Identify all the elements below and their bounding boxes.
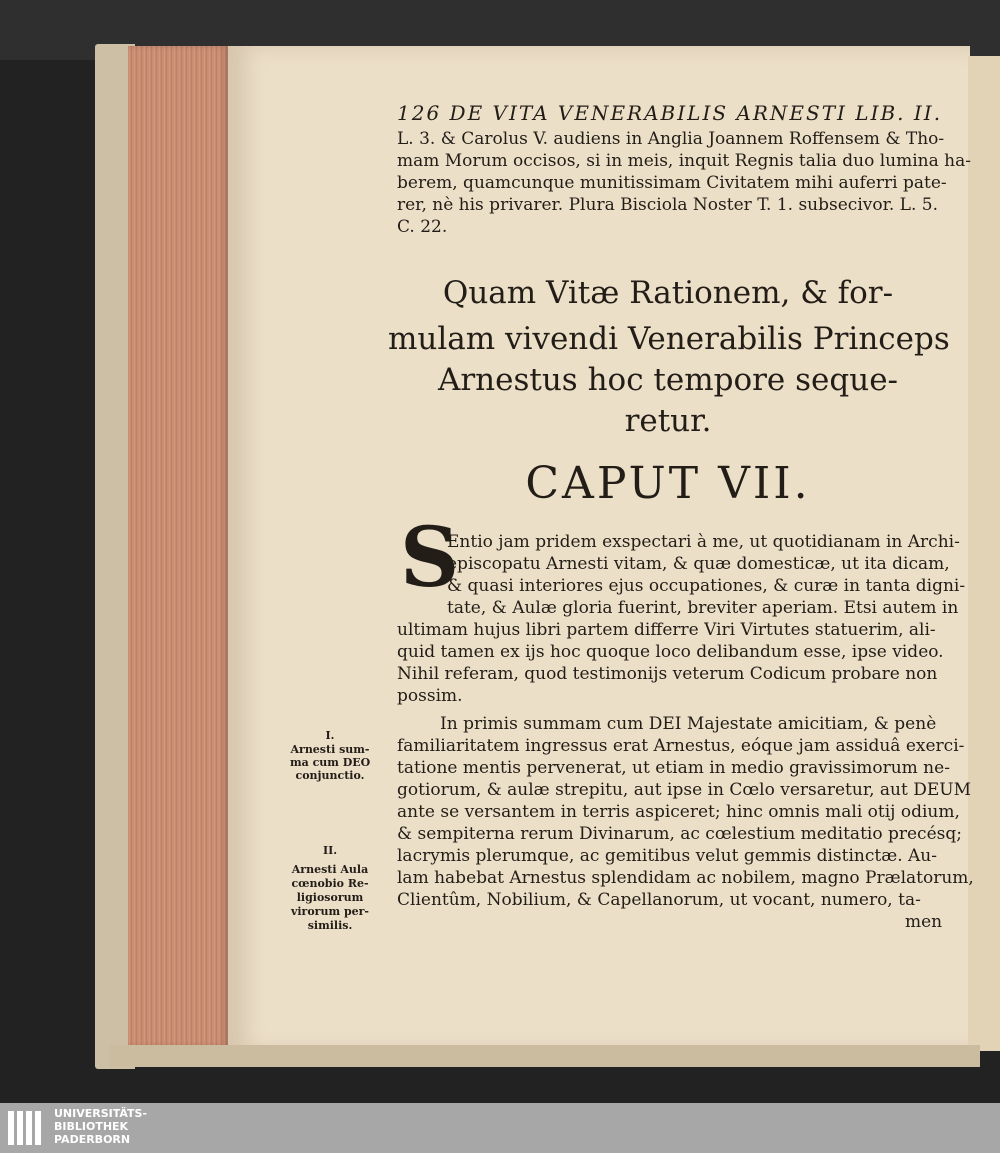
marginal-note-line: conjunctio. [295, 769, 365, 782]
marginal-note-line: ma cum DEO [290, 756, 371, 769]
marginal-note-line: Arnesti sum- [290, 743, 370, 756]
intro-line: L. 3. & Carolus V. audiens in Anglia Joannem Roffensem & Tho- [397, 129, 945, 149]
paragraph-line: lacrymis plerumque, ac gemitibus velut gemmis distinctæ. Au- [397, 846, 937, 866]
paragraph-line: & sempiterna rerum Divinarum, ac cœlestium meditatio precésq; [397, 824, 962, 844]
paragraph-line: ultimam hujus libri partem differre Viri Virtutes statuerim, ali- [397, 620, 936, 640]
chapter-title-line: Quam Vitæ Rationem, & for- [442, 275, 894, 311]
paragraph-line: familiaritatem ingressus erat Arnestus, eóque jam assiduâ exerci- [397, 736, 965, 756]
intro-line: mam Morum occisos, si in meis, inquit Regnis talia duo lumina ha- [397, 151, 971, 171]
marginal-note-line: cœnobio Re- [291, 877, 369, 890]
paragraph-line: episcopatu Arnesti vitam, & quæ domesticæ, ut ita dicam, [447, 554, 950, 574]
library-name [54, 1107, 147, 1146]
paragraph-line: Clientûm, Nobilium, & Capellanorum, ut vocant, numero, ta- [397, 890, 921, 910]
marginal-note-line: ligiosorum [296, 891, 364, 904]
chapter-title-line: retur. [624, 403, 712, 439]
library-name-line: PADERBORN [54, 1133, 131, 1146]
paragraph-line: ante se versantem in terris aspiceret; hinc omnis mali otij odium, [397, 802, 960, 822]
library-footer [0, 1103, 1000, 1153]
marginal-note-number: I. [325, 729, 335, 742]
book-bottom-edge [110, 1045, 980, 1067]
facing-page [968, 56, 1000, 1051]
chapter-heading: CAPUT VII. [525, 458, 811, 509]
library-name-line: BIBLIOTHEK [54, 1120, 129, 1133]
paragraph-line: Nihil referam, quod testimonijs veterum Codicum probare non [397, 664, 938, 684]
running-head: 126 DE VITA VENERABILIS ARNESTI LIB. II. [397, 101, 943, 125]
intro-line: rer, nè his privarer. Plura Bisciola Noster T. 1. subsecivor. L. 5. [397, 195, 938, 215]
marginal-note-line: similis. [307, 919, 353, 932]
intro-line: berem, quamcunque munitissimam Civitatem mihi auferri pate- [397, 173, 947, 193]
intro-line: C. 22. [397, 217, 448, 237]
paragraph-line: In primis summam cum DEI Majestate amicitiam, & penè [440, 714, 937, 734]
paragraph-line: Entio jam pridem exspectari à me, ut quotidianam in Archi- [447, 532, 960, 552]
paragraph-line: tate, & Aulæ gloria fuerint, breviter aperiam. Etsi autem in [447, 598, 959, 618]
paragraph-line: possim. [397, 686, 463, 706]
marginal-note-number: II. [322, 844, 338, 857]
paragraph-line: gotiorum, & aulæ strepitu, aut ipse in Cœlo versaretur, aut DEUM [397, 780, 971, 800]
page-fore-edge [128, 46, 228, 1046]
catchword: men [905, 912, 943, 932]
library-logo-icon [8, 1111, 48, 1145]
chapter-title-line: Arnestus hoc tempore seque- [437, 362, 899, 398]
paragraph-line: & quasi interiores ejus occupationes, & curæ in tanta digni- [447, 576, 966, 596]
paragraph-line: quid tamen ex ijs hoc quoque loco delibandum esse, ipse video. [397, 642, 944, 662]
drop-cap: S [400, 510, 460, 606]
marginal-note-line: virorum per- [290, 905, 369, 918]
paragraph-line: lam habebat Arnestus splendidam ac nobilem, magno Prælatorum, [397, 868, 974, 888]
paragraph-line: tatione mentis pervenerat, ut etiam in medio gravissimorum ne- [397, 758, 950, 778]
library-name-line: UNIVERSITÄTS- [54, 1107, 148, 1120]
chapter-title-line: mulam vivendi Venerabilis Princeps [388, 321, 950, 357]
marginal-note-line: Arnesti Aula [291, 863, 369, 876]
